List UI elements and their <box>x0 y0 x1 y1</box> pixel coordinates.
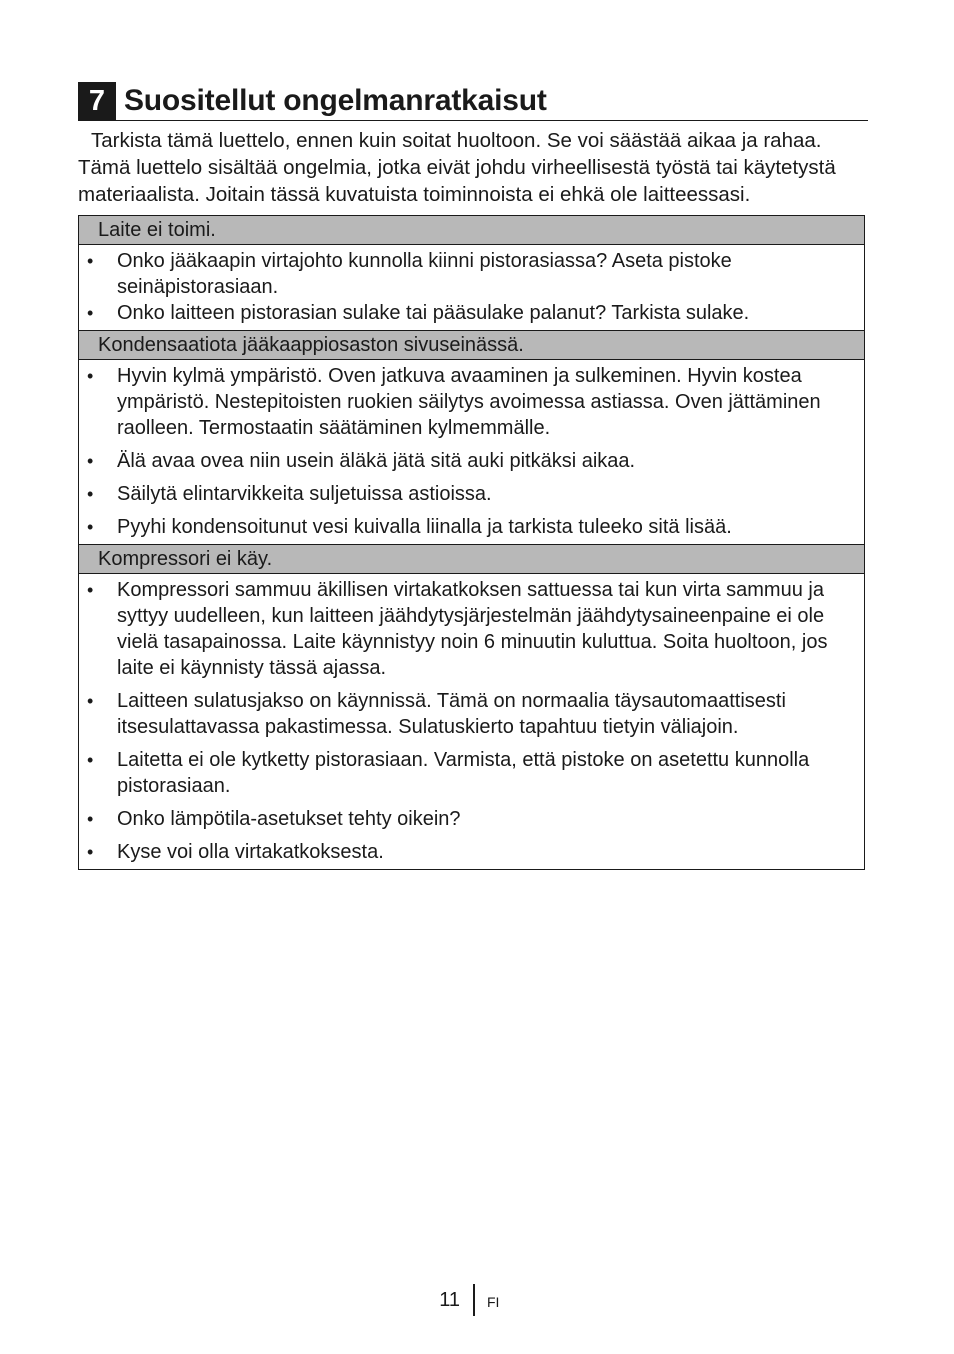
solution-text: Kompressori sammuu äkillisen virtakatkoksen sattuessa tai kun virta sammuu ja syttyy uudelleen, kun laitteen jäähdytysjärjestelmän jäähdytysaineenpaine ei ole vielä tasapainossa. Laite käynnistyy noin 6 minuutin kuluttua. Soita huoltoon, jos laite ei käynnisty tässä ajassa. <box>117 579 828 679</box>
solution-text: Laitetta ei ole kytketty pistorasiaan. Varmista, että pistoke on asetettu kunnolla pistorasiaan. <box>117 749 810 797</box>
list-item <box>79 839 854 865</box>
list-item <box>79 688 854 740</box>
problem-heading: Kompressori ei käy. <box>79 545 864 574</box>
solution-text: Laitteen sulatusjakso on käynnissä. Tämä on normaalia täysautomaattisesti itsesulattavassa pakastimessa. Sulatuskierto tapahtuu tietyin väliajoin. <box>117 690 786 738</box>
bullet-icon: • <box>87 366 94 386</box>
section-header <box>78 80 868 121</box>
solution-text: Onko lämpötila-asetukset tehty oikein? <box>117 808 461 830</box>
problem-solutions <box>79 574 864 869</box>
list-item <box>79 577 854 681</box>
list-item <box>79 300 854 326</box>
section-title: Suositellut ongelmanratkaisut <box>124 84 547 117</box>
bullet-icon: • <box>87 303 94 323</box>
bullet-icon: • <box>87 517 94 537</box>
section-number: 7 <box>78 82 116 120</box>
solution-text: Kyse voi olla virtakatkoksesta. <box>117 841 384 863</box>
list-item <box>79 747 854 799</box>
bullet-icon: • <box>87 451 94 471</box>
solution-text: Älä avaa ovea niin usein äläkä jätä sitä auki pitkäksi aikaa. <box>117 450 636 472</box>
intro-paragraph: Tarkista tämä luettelo, ennen kuin soitat huoltoon. Se voi säästää aikaa ja rahaa. Tämä luettelo sisältää ongelmia, jotka eivät johdu virheellisestä työstä tai käytetystä materiaalista. Joitain tässä kuvatuista toiminnoista ei ehkä ole laitteessasi. <box>78 129 836 206</box>
solution-text: Onko laitteen pistorasian sulake tai pääsulake palanut? Tarkista sulake. <box>117 302 750 324</box>
bullet-icon: • <box>87 750 94 770</box>
bullet-icon: • <box>87 842 94 862</box>
solution-list <box>79 577 854 865</box>
solution-text: Hyvin kylmä ympäristö. Oven jatkuva avaaminen ja sulkeminen. Hyvin kostea ympäristö. Nestepitoisten ruokien säilytys avoimessa astiassa. Oven jättäminen raolleen. Termostaatin säätäminen kylmemmälle. <box>117 365 821 439</box>
bullet-icon: • <box>87 580 94 600</box>
problem-solutions <box>79 360 864 545</box>
page-footer <box>0 1284 954 1316</box>
bullet-icon: • <box>87 691 94 711</box>
list-item <box>79 481 854 507</box>
list-item <box>79 363 854 441</box>
solution-text: Onko jääkaapin virtajohto kunnolla kiinni pistorasiassa? Aseta pistoke seinäpistorasiaan. <box>117 250 732 298</box>
list-item <box>79 514 854 540</box>
solution-text: Säilytä elintarvikkeita suljetuissa astioissa. <box>117 483 492 505</box>
bullet-icon: • <box>87 809 94 829</box>
list-item <box>79 248 854 300</box>
solution-list <box>79 248 854 326</box>
problem-heading: Kondensaatiota jääkaappiosaston sivuseinässä. <box>79 331 864 360</box>
problem-solutions <box>79 245 864 331</box>
list-item <box>79 448 854 474</box>
solution-list <box>79 363 854 540</box>
bullet-icon: • <box>87 484 94 504</box>
bullet-icon: • <box>87 251 94 271</box>
solution-text: Pyyhi kondensoitunut vesi kuivalla liinalla ja tarkista tuleeko sitä lisää. <box>117 516 732 538</box>
footer-divider <box>473 1284 475 1316</box>
language-code: FI <box>487 1294 500 1310</box>
list-item <box>79 806 854 832</box>
page-number: 11 <box>439 1289 460 1311</box>
problem-heading: Laite ei toimi. <box>79 216 864 245</box>
troubleshooting-table <box>78 215 865 870</box>
